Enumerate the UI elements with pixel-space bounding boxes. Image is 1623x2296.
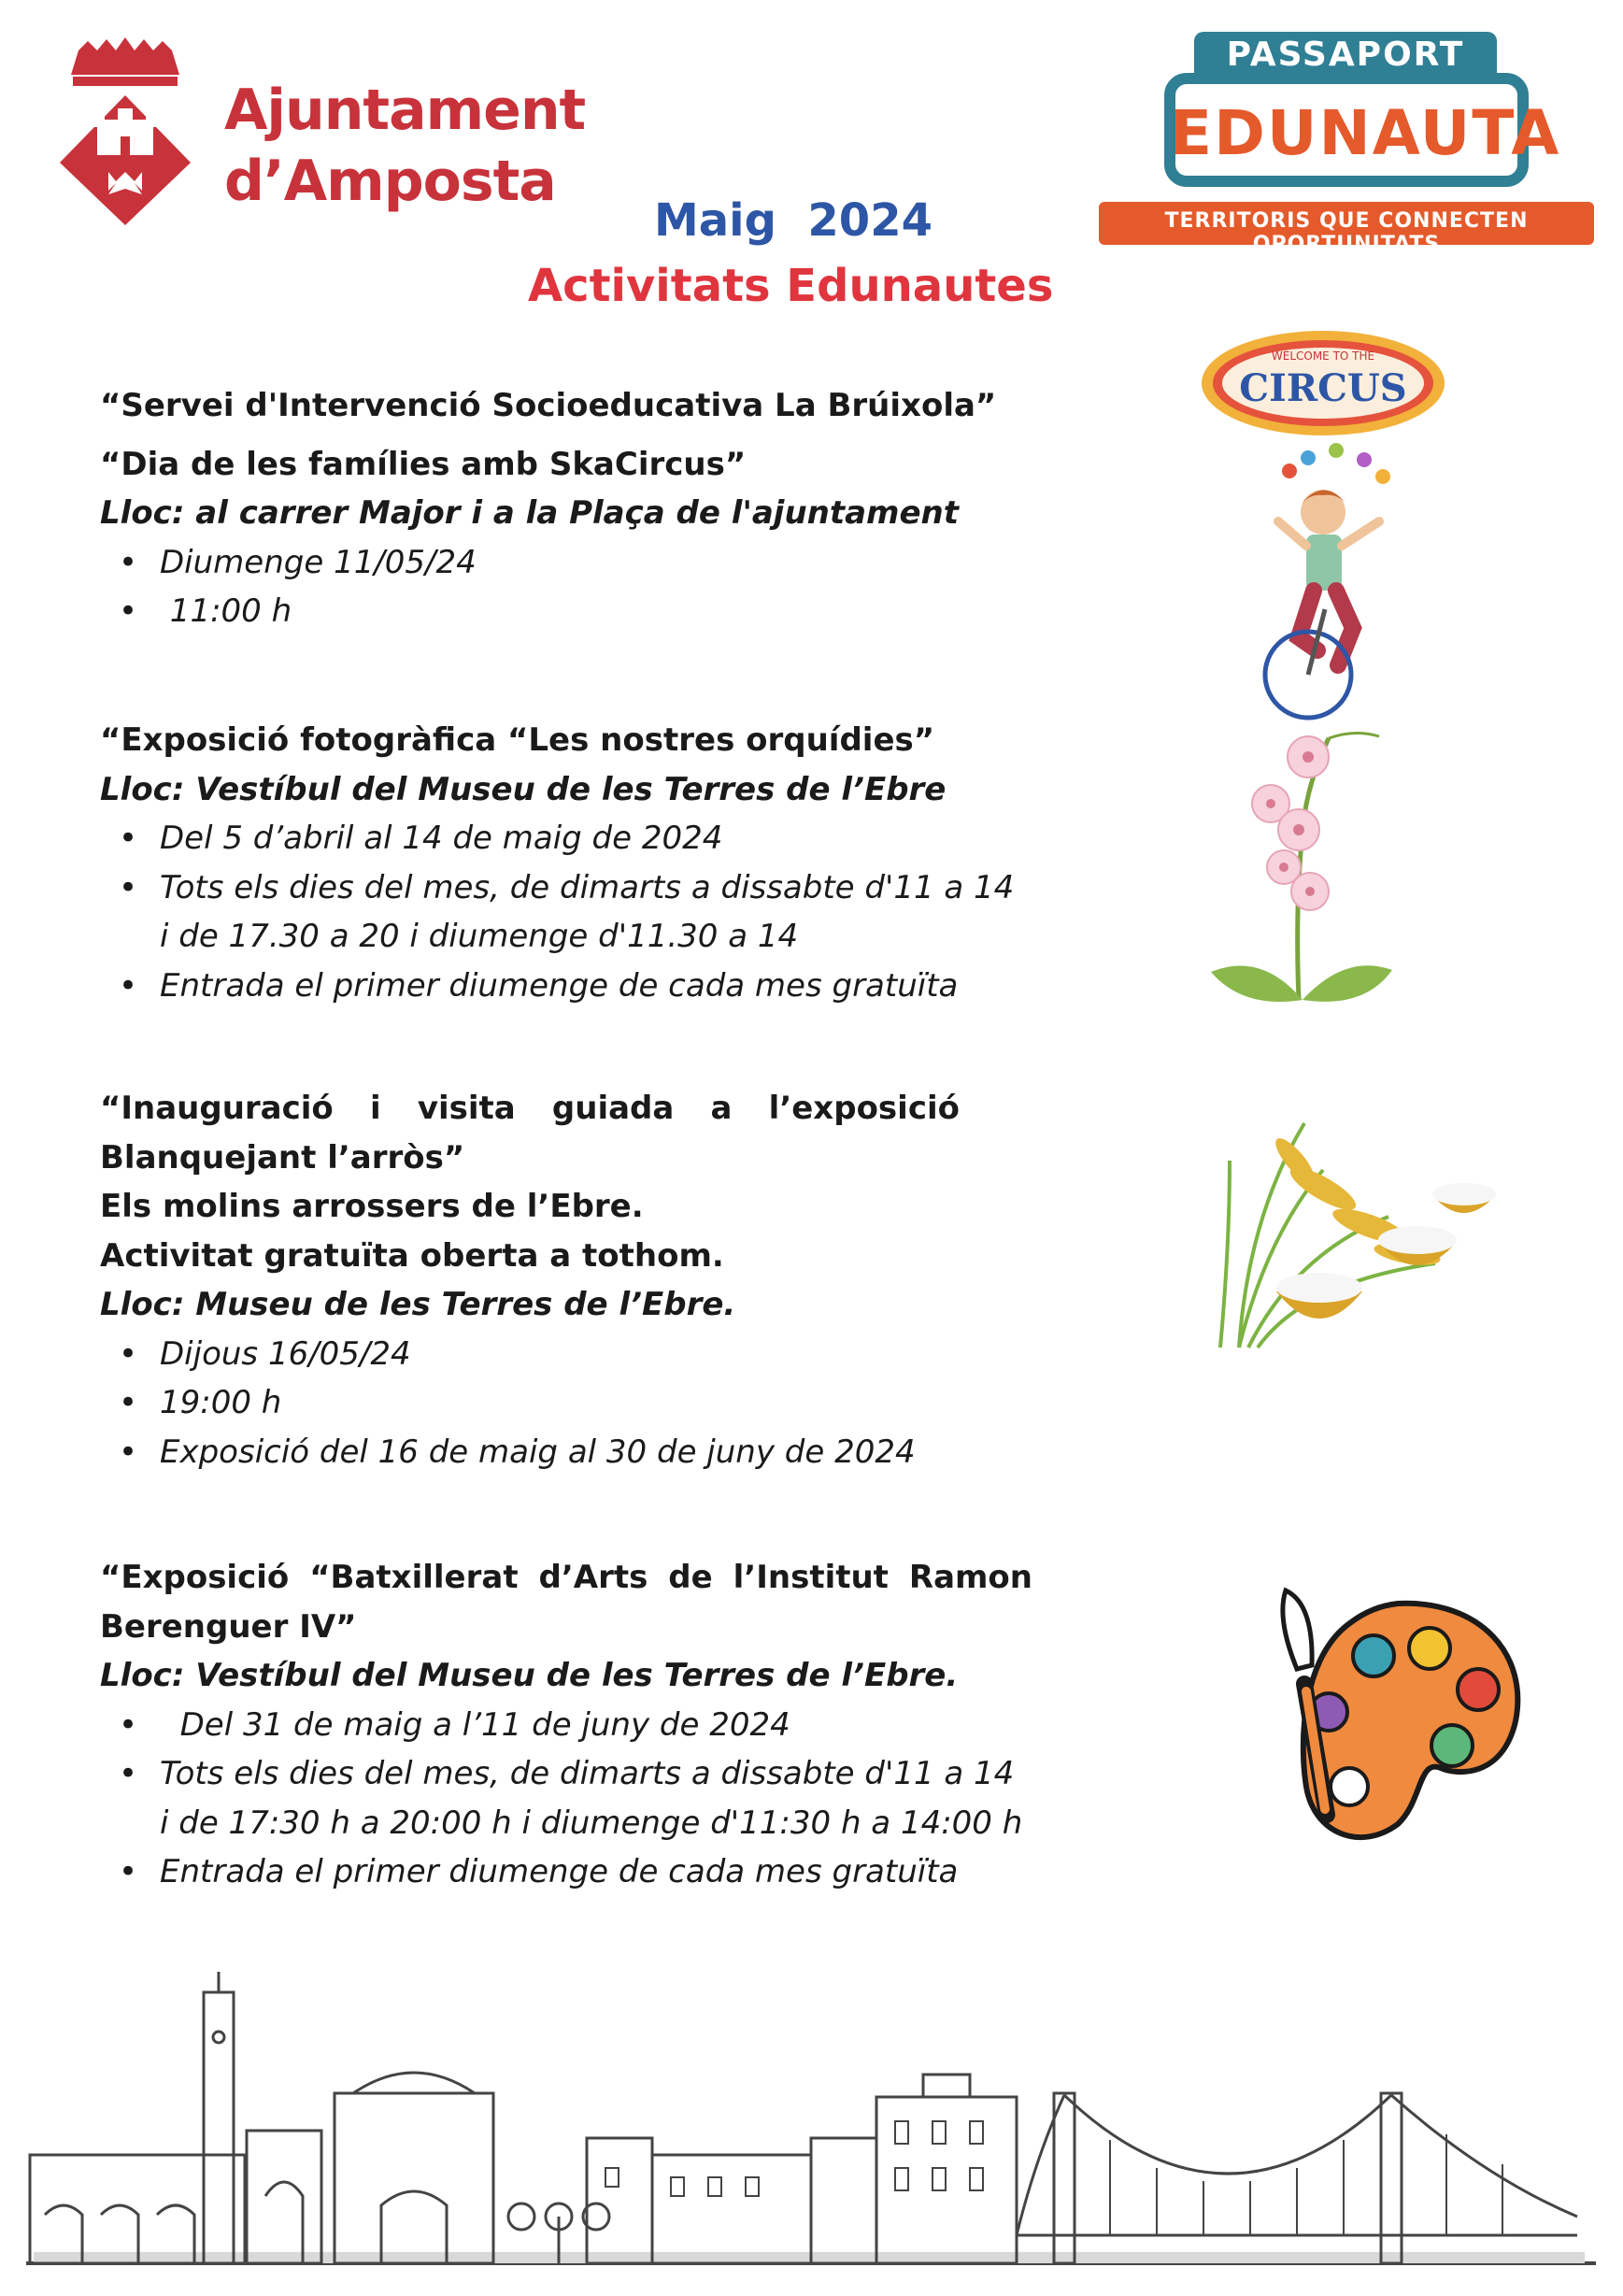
list-item: • Entrada el primer diumenge de cada mes gratuïta bbox=[160, 1847, 1032, 1897]
event-rice-exhibition bbox=[100, 1084, 960, 1476]
list-item: • Tots els dies del mes, de dimarts a dissabte d'11 a 14 i de 17.30 a 20 i diumenge d'11.30 a 14 bbox=[160, 863, 1032, 962]
event-place: Lloc: al carrer Major i a la Plaça de l'ajuntament bbox=[100, 494, 959, 532]
list-item: • Dijous 16/05/24 bbox=[160, 1330, 960, 1379]
orchid-icon bbox=[1205, 720, 1402, 1005]
list-item: • Diumenge 11/05/24 bbox=[160, 538, 1032, 588]
municipality-name-line2: d’Amposta bbox=[224, 149, 556, 214]
event-title-line2: Berenguer IV” bbox=[100, 1607, 357, 1646]
list-item: • Entrada el primer diumenge de cada mes gratuïta bbox=[160, 962, 1032, 1011]
circus-juggler-icon bbox=[1196, 329, 1458, 721]
event-details-list bbox=[100, 538, 1032, 636]
event-orchids-exhibition bbox=[100, 716, 1032, 1010]
passport-logo-tagline: TERRITORIS QUE CONNECTEN OPORTUNITATS bbox=[1164, 209, 1529, 256]
list-item: • 19:00 h bbox=[160, 1378, 960, 1428]
passport-logo-top-text: PASSAPORT bbox=[1226, 36, 1465, 74]
municipality-name-line1: Ajuntament bbox=[224, 78, 586, 143]
event-subtitle: “Dia de les famílies amb SkaCircus” bbox=[100, 445, 747, 483]
municipal-coat-of-arms-icon bbox=[49, 34, 217, 225]
event-place: Lloc: Vestíbul del Museu de les Terres de l’Ebre bbox=[100, 770, 947, 808]
event-description-line: Els molins arrossers de l’Ebre. bbox=[100, 1188, 644, 1225]
event-place: Lloc: Vestíbul del Museu de les Terres de l’Ebre. bbox=[100, 1657, 959, 1694]
list-item: • Del 5 d’abril al 14 de maig de 2024 bbox=[160, 814, 1032, 863]
list-item: • Exposició del 16 de maig al 30 de juny de 2024 bbox=[160, 1428, 960, 1477]
circus-sign-title: CIRCUS bbox=[1239, 366, 1407, 410]
circus-sign-small-text: WELCOME TO THE bbox=[1271, 349, 1375, 363]
event-title-line1: “Exposició “Batxillerat d’Arts de l’Institut Ramon bbox=[100, 1559, 1032, 1596]
rice-icon bbox=[1211, 1105, 1519, 1417]
event-title-line2: Blanquejant l’arròs” bbox=[100, 1138, 465, 1177]
event-details-list bbox=[100, 1330, 960, 1477]
event-title-line1: “Inauguració i visita guiada a l’exposició bbox=[100, 1090, 960, 1127]
event-title: “Exposició fotogràfica “Les nostres orquídies” bbox=[100, 721, 935, 759]
list-item: • Del 31 de maig a l’11 de juny de 2024 bbox=[160, 1701, 1032, 1750]
amposta-skyline-icon bbox=[26, 1972, 1596, 2289]
event-description-line: Activitat gratuïta oberta a tothom. bbox=[100, 1236, 724, 1275]
event-arts-exhibition bbox=[100, 1553, 1032, 1897]
list-item: • 11:00 h bbox=[160, 587, 1032, 636]
passaport-edunauta-logo bbox=[1091, 32, 1602, 256]
event-place: Lloc: Museu de les Terres de l’Ebre. bbox=[100, 1286, 736, 1323]
passport-logo-main-text: EDUNAUTA bbox=[1170, 97, 1561, 169]
municipality-name bbox=[224, 75, 585, 217]
page-subtitle: Activitats Edunautes bbox=[528, 260, 1054, 312]
event-circus bbox=[100, 381, 1032, 636]
list-item: • Tots els dies del mes, de dimarts a dissabte d'11 a 14 i de 17:30 h a 20:00 h i diumenge d'11:30 h a 14:00 h bbox=[160, 1749, 1032, 1847]
event-title: “Servei d'Intervenció Socioeducativa La Brúixola” bbox=[100, 387, 997, 424]
paint-palette-icon bbox=[1258, 1581, 1529, 1852]
event-details-list bbox=[100, 1701, 1032, 1897]
event-details-list bbox=[100, 814, 1032, 1010]
month-title: Maig 2024 bbox=[654, 194, 933, 247]
